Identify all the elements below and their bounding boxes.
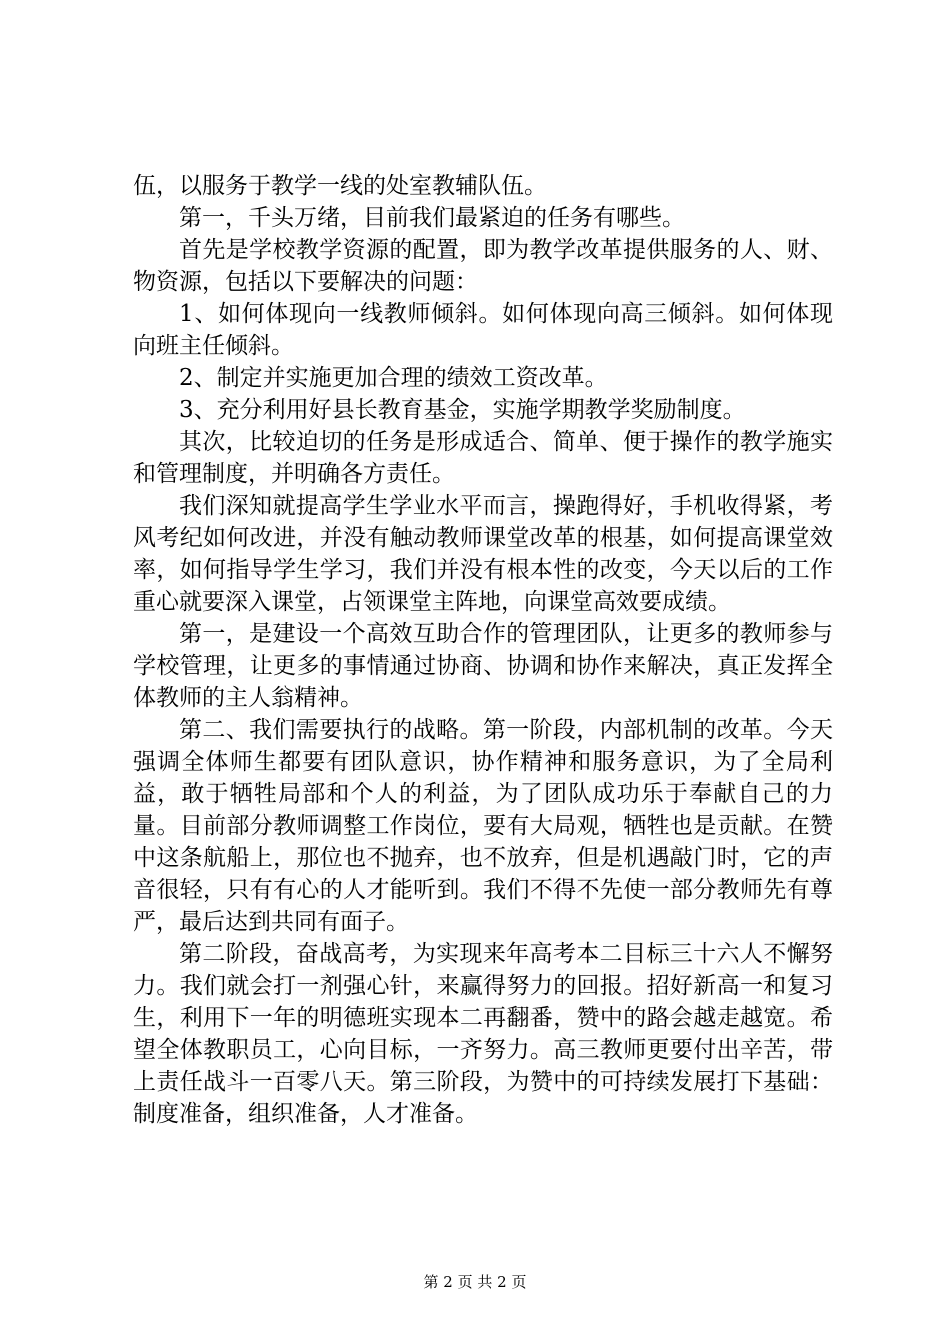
- paragraph: 3、充分利用好县长教育基金，实施学期教学奖励制度。: [179, 397, 746, 423]
- paragraph: 第二阶段，奋战高考，为实现来年高考本二目标三十六人不懈努力。我们就会打一剂强心针，来赢得努力的回报。招好新高一和复习生，利用下一年的明德班实现本二再翻番，赞中的路会越走越宽。希望全体教职员工，心向目标，一齐努力。高三教师更要付出辛苦，带上责任战斗一百零八天。第三阶段，为赞中的可持续发展打下基础：制度准备，组织准备，人才准备。: [133, 941, 833, 1127]
- page-footer: [0, 1272, 950, 1292]
- paragraph: 第一，千头万绪，目前我们最紧迫的任务有哪些。: [179, 205, 685, 231]
- paragraph: 1、如何体现向一线教师倾斜。如何体现向高三倾斜。如何体现向班主任倾斜。: [133, 301, 833, 359]
- paragraph: 第一，是建设一个高效互助合作的管理团队，让更多的教师参与学校管理，让更多的事情通过协商、协调和协作来解决，真正发挥全体教师的主人翁精神。: [133, 621, 833, 711]
- document-body: [133, 170, 833, 1130]
- paragraph: 首先是学校教学资源的配置，即为教学改革提供服务的人、财、物资源，包括以下要解决的问题：: [133, 237, 833, 295]
- paragraph: 伍，以服务于教学一线的处室教辅队伍。: [133, 173, 547, 199]
- paragraph: 我们深知就提高学生学业水平而言，操跑得好，手机收得紧，考风考纪如何改进，并没有触动教师课堂改革的根基，如何提高课堂效率，如何指导学生学习，我们并没有根本性的改变，今天以后的工作重心就要深入课堂，占领课堂主阵地，向课堂高效要成绩。: [133, 493, 833, 615]
- paragraph: 2、制定并实施更加合理的绩效工资改革。: [179, 365, 608, 391]
- page-number-label: 第 2 页 共 2 页: [423, 1273, 527, 1291]
- paragraph: 其次，比较迫切的任务是形成适合、简单、便于操作的教学施实和管理制度，并明确各方责任。: [133, 429, 833, 487]
- paragraph: 第二、我们需要执行的战略。第一阶段，内部机制的改革。今天强调全体师生都要有团队意识，协作精神和服务意识，为了全局利益，敢于牺牲局部和个人的利益，为了团队成功乐于奉献自己的力量。目前部分教师调整工作岗位，要有大局观，牺牲也是贡献。在赞中这条航船上，那位也不抛弃，也不放弃，但是机遇敲门时，它的声音很轻，只有有心的人才能听到。我们不得不先使一部分教师先有尊严，最后达到共同有面子。: [133, 717, 833, 935]
